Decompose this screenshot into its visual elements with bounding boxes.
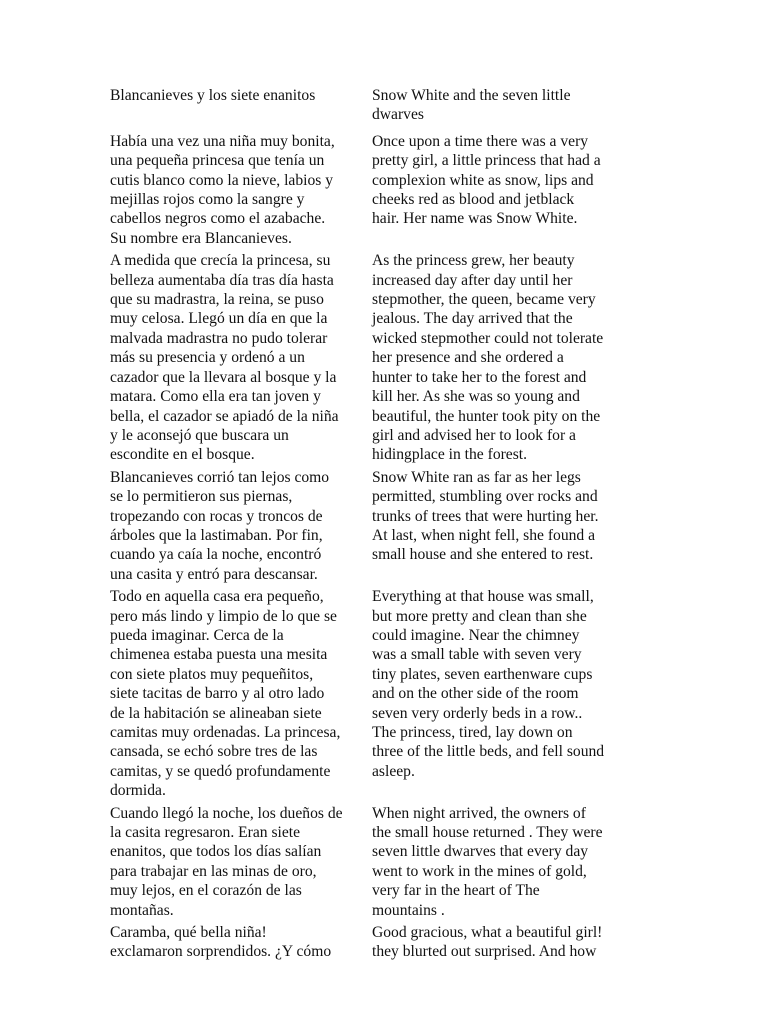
- title-row: [110, 86, 632, 125]
- paragraph-spanish: Caramba, qué bella niña! exclamaron sorprendidos. ¿Y cómo: [110, 924, 332, 961]
- paragraph-spanish: Cuando llegó la noche, los dueños de la casita regresaron. Eran siete enanitos, que todos los días salían para trabajar en las minas de oro, muy lejos, en el corazón de las montañas.: [110, 804, 343, 919]
- paragraph-english: Once upon a time there was a very pretty girl, a little princess that had a complexion white as snow, lips and cheeks red as blood and jetblack hair. Her name was Snow White.: [372, 132, 601, 228]
- paragraph-english: When night arrived, the owners of the small house returned . They were seven little dwarves that every day went to work in the mines of gold, very far in the heart of The mountains .: [372, 804, 603, 919]
- paragraph-row: [110, 132, 632, 248]
- paragraph-spanish: Todo en aquella casa era pequeño, pero más lindo y limpio de lo que se pueda imaginar. Cerca de la chimenea estaba puesta una mesita con siete platos muy pequeñitos, siete tacitas de barro y al otro lado de la habitación se alineaban siete camitas muy ordenadas. La princesa, cansada, se echó sobre tres de las camitas, y se quedó profundamente dormida.: [110, 588, 341, 800]
- title-spanish: Blancanieves y los siete enanitos: [110, 87, 316, 104]
- paragraph-row: [110, 804, 632, 920]
- bilingual-text-table: [110, 86, 632, 965]
- paragraph-english: Snow White ran as far as her legs permitted, stumbling over rocks and trunks of trees that were hurting her. At last, when night fell, she found a small house and she entered to rest.: [372, 468, 599, 564]
- paragraph-spanish: Había una vez una niña muy bonita, una pequeña princesa que tenía un cutis blanco como la nieve, labios y mejillas rojos como la sangre y cabellos negros como el azabache. Su nombre era Blancanieves.: [110, 132, 335, 247]
- paragraph-spanish: A medida que crecía la princesa, su belleza aumentaba día tras día hasta que su madrastra, la reina, se puso muy celosa. Llegó un día en que la malvada madrastra no pudo tolerar más su presencia y ordenó a un cazador que la llevara al bosque y la matara. Como ella era tan joven y bella, el cazador se apiadó de la niña y le aconsejó que buscara un escondite en el bosque.: [110, 252, 339, 464]
- paragraph-english: Everything at that house was small, but more pretty and clean than she could imagine. Near the chimney was a small table with seven very tiny plates, seven earthenware cups and on the other side of the room seven very orderly beds in a row.. The princess, tired, lay down on three of the little beds, and fell sound asleep.: [372, 588, 605, 780]
- title-english: Snow White and the seven little dwarves: [372, 87, 571, 124]
- paragraph-row: [110, 923, 632, 962]
- paragraph-row: [110, 468, 632, 584]
- paragraph-row: [110, 587, 632, 800]
- paragraph-english: As the princess grew, her beauty increased day after day until her stepmother, the queen, became very jealous. The day arrived that the wicked stepmother could not tolerate her presence and she ordered a hunter to take her to the forest and kill her. As she was so young and beautiful, the hunter took pity on the girl and advised her to look for a hidingplace in the forest.: [372, 252, 604, 464]
- paragraph-spanish: Blancanieves corrió tan lejos como se lo permitieron sus piernas, tropezando con rocas y troncos de árboles que la lastimaban. Por fin, cuando ya caía la noche, encontró una casita y entró para descansar.: [110, 468, 330, 583]
- paragraph-row: [110, 251, 632, 464]
- paragraph-english: Good gracious, what a beautiful girl! they blurted out surprised. And how: [372, 924, 603, 961]
